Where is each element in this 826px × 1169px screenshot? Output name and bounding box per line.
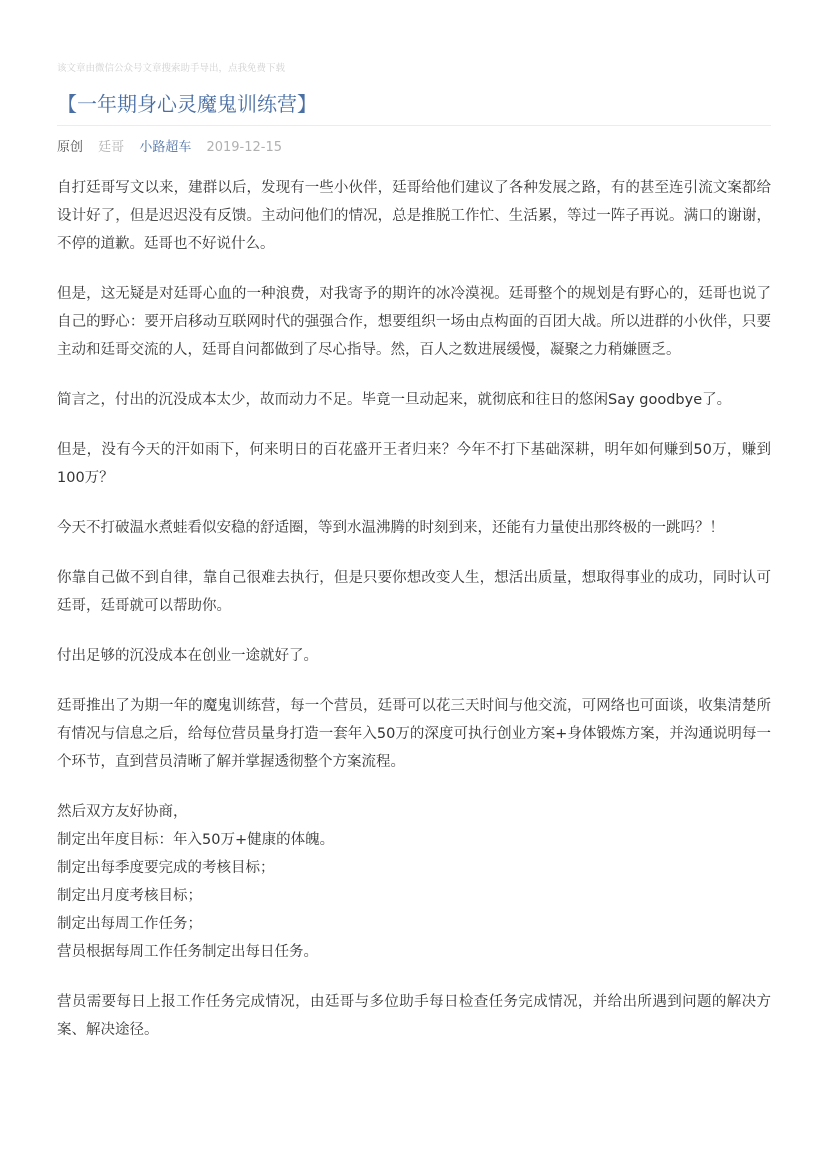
paragraph: 但是，没有今天的汗如雨下，何来明日的百花盛开王者归来？今年不打下基础深耕，明年如何赚到50万，赚到100万？ <box>57 442 771 486</box>
paragraph: 但是，这无疑是对廷哥心血的一种浪费，对我寄予的期许的冰冷漠视。廷哥整个的规划是有野心的，廷哥也说了自己的野心：要开启移动互联网时代的强强合作，想要组织一场由点构面的百团大战。所以进群的小伙伴，只要主动和廷哥交流的人，廷哥自问都做到了尽心指导。然，百人之数进展缓慢，凝聚之力稍嫌匮乏。 <box>57 286 771 358</box>
publish-date: 2019-12-15 <box>206 140 283 155</box>
step-line: 营员根据每周工作任务制定出每日任务。 <box>57 944 318 960</box>
step-line: 制定出每季度要完成的考核目标； <box>57 860 275 876</box>
paragraph: 简言之，付出的沉没成本太少，故而动力不足。毕竟一旦动起来，就彻底和往日的悠闲Say goodbye了。 <box>57 392 732 408</box>
author-name: 廷哥 <box>98 140 125 155</box>
step-line: 制定出年度目标：年入50万+健康的体魄。 <box>57 832 335 848</box>
closing-paragraph: 营员需要每日上报工作任务完成情况，由廷哥与多位助手每日检查任务完成情况，并给出所遇到问题的解决方案、解决途径。 <box>57 994 771 1038</box>
export-notice-link[interactable]: 该文章由微信公众号文章搜索助手导出，点我免费下载 <box>57 63 286 74</box>
article-body <box>57 174 771 1066</box>
paragraph: 今天不打破温水煮蛙看似安稳的舒适圈，等到水温沸腾的时刻到来，还能有力量使出那终极的一跳吗？！ <box>57 520 724 536</box>
original-tag: 原创 <box>57 140 84 155</box>
step-line: 制定出月度考核目标； <box>57 888 202 904</box>
article-title: 【一年期身心灵魔鬼训练营】 <box>57 92 317 116</box>
title-divider <box>57 125 771 126</box>
step-line: 然后双方友好协商， <box>57 804 188 820</box>
step-line: 制定出每周工作任务； <box>57 916 202 932</box>
paragraph: 廷哥推出了为期一年的魔鬼训练营，每一个营员，廷哥可以花三天时间与他交流，可网络也可面谈，收集清楚所有情况与信息之后，给每位营员量身打造一套年入50万的深度可执行创业方案+身体锻炼方案，并沟通说明每一个环节，直到营员清晰了解并掌握透彻整个方案流程。 <box>57 698 771 770</box>
article-meta <box>57 139 293 157</box>
paragraph: 自打廷哥写文以来，建群以后，发现有一些小伙伴，廷哥给他们建议了各种发展之路，有的甚至连引流文案都给设计好了，但是迟迟没有反馈。主动问他们的情况，总是推脱工作忙、生活累，等过一阵子再说。满口的谢谢，不停的道歉。廷哥也不好说什么。 <box>57 180 771 252</box>
paragraph: 付出足够的沉没成本在创业一途就好了。 <box>57 648 318 664</box>
account-link[interactable]: 小路超车 <box>139 140 192 155</box>
paragraph: 你靠自己做不到自律，靠自己很难去执行，但是只要你想改变人生，想活出质量，想取得事业的成功，同时认可廷哥，廷哥就可以帮助你。 <box>57 570 771 614</box>
